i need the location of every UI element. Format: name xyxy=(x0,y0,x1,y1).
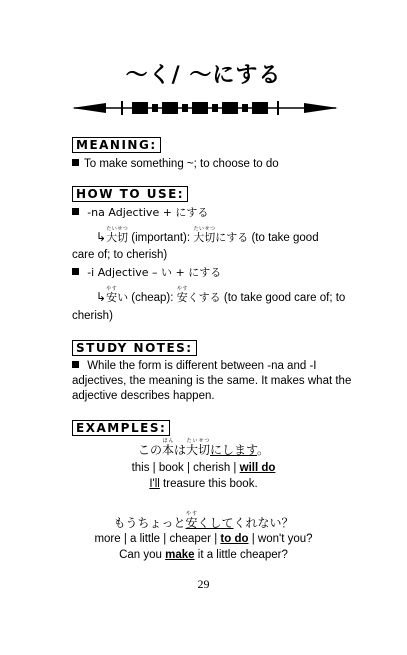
return-arrow-icon: ↳ xyxy=(96,230,107,244)
bullet-icon xyxy=(72,208,79,215)
page-number: 29 xyxy=(197,577,210,591)
i-adjective-rule: -i Adjective – い + にする xyxy=(72,266,221,280)
bullet-icon xyxy=(72,361,79,368)
study-notes-line-1: While the form is different between -na and -I xyxy=(72,359,316,373)
i-adjective-example-cont: cherish) xyxy=(72,310,113,322)
example-2-japanese: もうちょっと安やすくしてくれない？ xyxy=(113,511,294,530)
return-arrow-icon: ↳ xyxy=(96,290,107,304)
example-1-translation: I'll treasure this book. xyxy=(149,478,258,490)
example-1-japanese: この本ほんは大切たいせつにします。 xyxy=(137,438,270,457)
decorative-divider xyxy=(70,96,340,120)
i-adjective-example: ↳安やすい (cheap): 安やすくする (to take good care of; to xyxy=(96,286,346,304)
study-notes-line-3: adjective describes happen. xyxy=(72,390,215,402)
examples-heading: EXAMPLES: xyxy=(72,420,170,436)
meaning-heading: MEANING: xyxy=(72,137,161,153)
page-title: ～く/ ～にする xyxy=(125,63,282,88)
bullet-icon xyxy=(72,268,79,275)
meaning-text: To make something ~; to choose to do xyxy=(72,157,279,171)
ruby-word: 大切たいせつ xyxy=(106,226,129,244)
example-2-gloss: more | a little | cheaper | to do | won't you? xyxy=(94,533,313,545)
na-adjective-example-cont: care of; to cherish) xyxy=(72,249,168,261)
how-to-use-heading: HOW TO USE: xyxy=(72,186,188,202)
example-1-gloss: this | book | cherish | will do xyxy=(131,462,276,474)
study-notes-heading: STUDY NOTES: xyxy=(72,340,197,356)
bullet-icon xyxy=(72,159,79,166)
na-adjective-rule: -na Adjective + にする xyxy=(72,206,208,220)
na-adjective-example: ↳大切たいせつ (important): 大切たいせつにする (to take good xyxy=(96,226,319,244)
example-2-translation: Can you make it a little cheaper? xyxy=(119,549,288,561)
study-notes-line-2: adjectives, the meaning is the same. It makes what the xyxy=(72,375,352,387)
